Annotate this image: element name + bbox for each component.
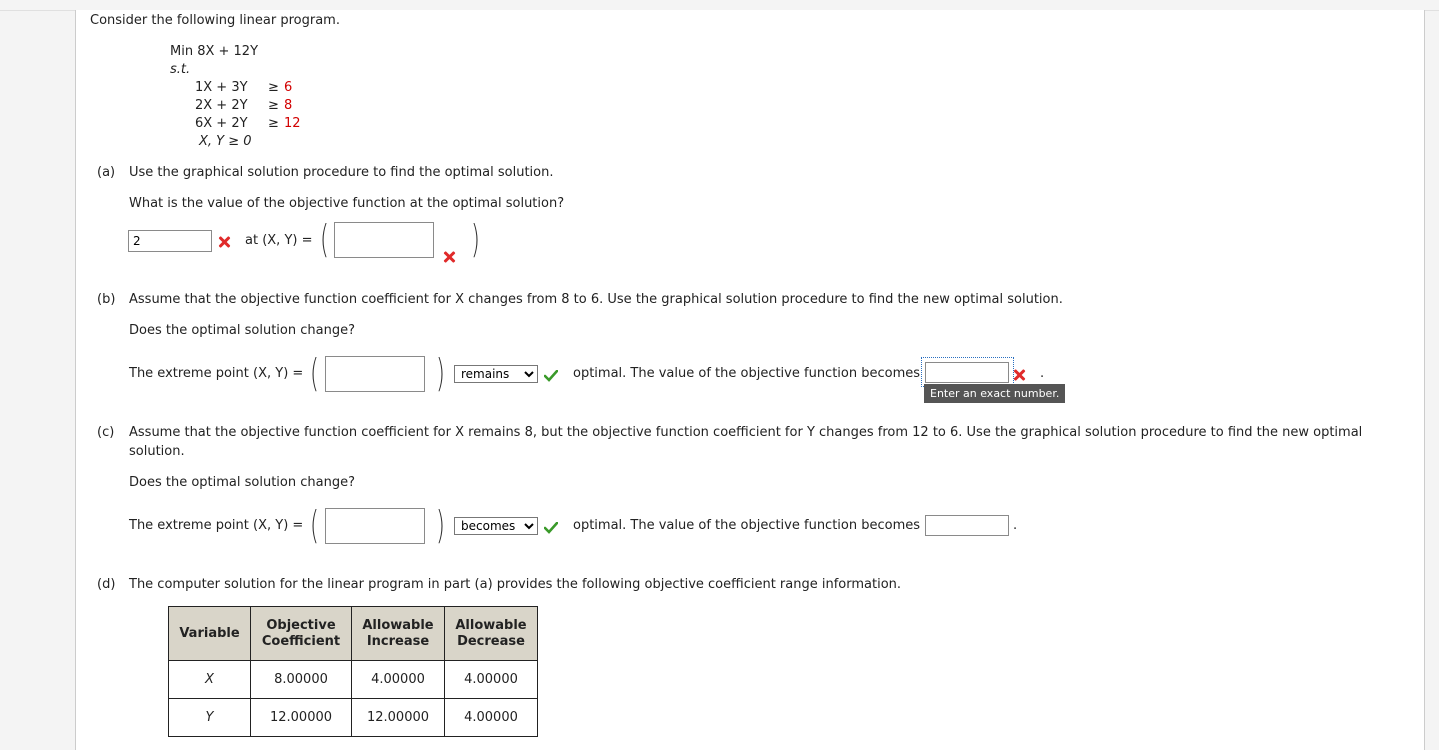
- part-a-value-input[interactable]: [128, 230, 212, 252]
- part-b-value-error-icon: [1012, 368, 1026, 382]
- cell-decrease-x: 4.00000: [445, 661, 538, 699]
- table-row: [169, 661, 538, 699]
- range-table-header-row: [169, 607, 538, 661]
- constraint-2-rhs: 8: [284, 98, 293, 113]
- part-b-period: .: [1040, 366, 1045, 381]
- part-a-text: Use the graphical solution procedure to find the optimal solution.: [129, 165, 554, 180]
- part-a-at-label: at (X, Y) =: [245, 233, 313, 248]
- part-b-point-input[interactable]: [325, 356, 425, 392]
- part-c-label: (c): [97, 425, 115, 440]
- part-c-change-select[interactable]: [454, 517, 538, 535]
- part-b-text: Assume that the objective function coefficient for X changes from 8 to 6. Use the graphical solution procedure to find the new optimal solution.: [129, 292, 1063, 307]
- header-objective-line2: Coefficient: [261, 633, 341, 649]
- part-b-select-check-icon: [544, 370, 558, 382]
- range-table: [168, 606, 538, 737]
- constraint-2-op: ≥: [268, 98, 279, 113]
- part-d-label: (d): [97, 577, 116, 592]
- part-c-right-paren-icon: ): [435, 503, 445, 547]
- constraint-3-lhs: 6X + 2Y: [195, 116, 248, 131]
- part-d-text: The computer solution for the linear program in part (a) provides the following objective coefficient range information.: [129, 577, 902, 592]
- part-a-point-error-icon: [442, 250, 456, 264]
- part-b-extreme-label: The extreme point (X, Y) =: [129, 366, 304, 381]
- cell-variable-y: Y: [169, 699, 251, 737]
- part-b-left-paren-icon: (: [309, 351, 319, 395]
- header-objective-line1: Objective: [266, 617, 336, 633]
- part-c-after-text: optimal. The value of the objective function becomes: [573, 518, 921, 533]
- part-c-left-paren-icon: (: [309, 503, 319, 547]
- part-a-label: (a): [97, 165, 116, 180]
- constraint-3-op: ≥: [268, 116, 279, 131]
- cell-coef-x: 8.00000: [251, 661, 352, 699]
- cell-increase-y: 12.00000: [352, 699, 445, 737]
- table-row: [169, 699, 538, 737]
- constraint-3-rhs: 12: [284, 116, 301, 131]
- part-c-question: Does the optimal solution change?: [129, 475, 355, 490]
- part-c-extreme-label: The extreme point (X, Y) =: [129, 518, 304, 533]
- constraint-2-lhs: 2X + 2Y: [195, 98, 248, 113]
- part-a-point-input[interactable]: [334, 222, 434, 258]
- header-allowable-decrease: [445, 607, 538, 661]
- cell-variable-x: X: [169, 661, 251, 699]
- part-b-after-text: optimal. The value of the objective function becomes: [573, 366, 921, 381]
- header-increase-line2: Increase: [366, 633, 430, 649]
- part-a-question: What is the value of the objective function at the optimal solution?: [129, 196, 565, 211]
- nonneg-constraint: X, Y ≥ 0: [199, 134, 252, 149]
- intro-text: Consider the following linear program.: [90, 13, 340, 28]
- part-c-point-input[interactable]: [325, 508, 425, 544]
- part-b-change-select[interactable]: [454, 365, 538, 383]
- part-a-right-paren-icon: ): [470, 217, 480, 261]
- part-c-text-line2: solution.: [129, 444, 185, 459]
- part-b-label: (b): [97, 292, 116, 307]
- part-c-select-check-icon: [544, 522, 558, 534]
- constraint-1-lhs: 1X + 3Y: [195, 80, 248, 95]
- header-allowable-increase: [352, 607, 445, 661]
- header-variable: [169, 607, 251, 661]
- constraint-1-rhs: 6: [284, 80, 293, 95]
- cell-coef-y: 12.00000: [251, 699, 352, 737]
- header-variable-text: Variable: [179, 625, 240, 641]
- part-c-text-line1: Assume that the objective function coefficient for X remains 8, but the objective function coefficient for Y changes from 12 to 6. Use the graphical solution procedure to find the new optimal: [129, 425, 1363, 440]
- header-decrease-line1: Allowable: [455, 617, 527, 633]
- cell-increase-x: 4.00000: [352, 661, 445, 699]
- part-b-value-input[interactable]: [925, 362, 1009, 383]
- header-decrease-line2: Decrease: [457, 633, 525, 649]
- constraint-1-op: ≥: [268, 80, 279, 95]
- part-b-right-paren-icon: ): [435, 351, 445, 395]
- header-objective-coefficient: [251, 607, 352, 661]
- lp-objective: Min 8X + 12Y: [170, 44, 259, 59]
- cell-decrease-y: 4.00000: [445, 699, 538, 737]
- header-increase-line1: Allowable: [362, 617, 434, 633]
- lp-st: s.t.: [170, 62, 191, 77]
- part-a-left-paren-icon: (: [319, 217, 329, 261]
- part-b-tooltip: Enter an exact number.: [924, 384, 1065, 403]
- part-c-period: .: [1013, 518, 1018, 533]
- question-panel: [75, 10, 1425, 750]
- part-a-value-error-icon: [217, 235, 231, 249]
- part-c-value-input[interactable]: [925, 515, 1009, 536]
- part-b-question: Does the optimal solution change?: [129, 323, 355, 338]
